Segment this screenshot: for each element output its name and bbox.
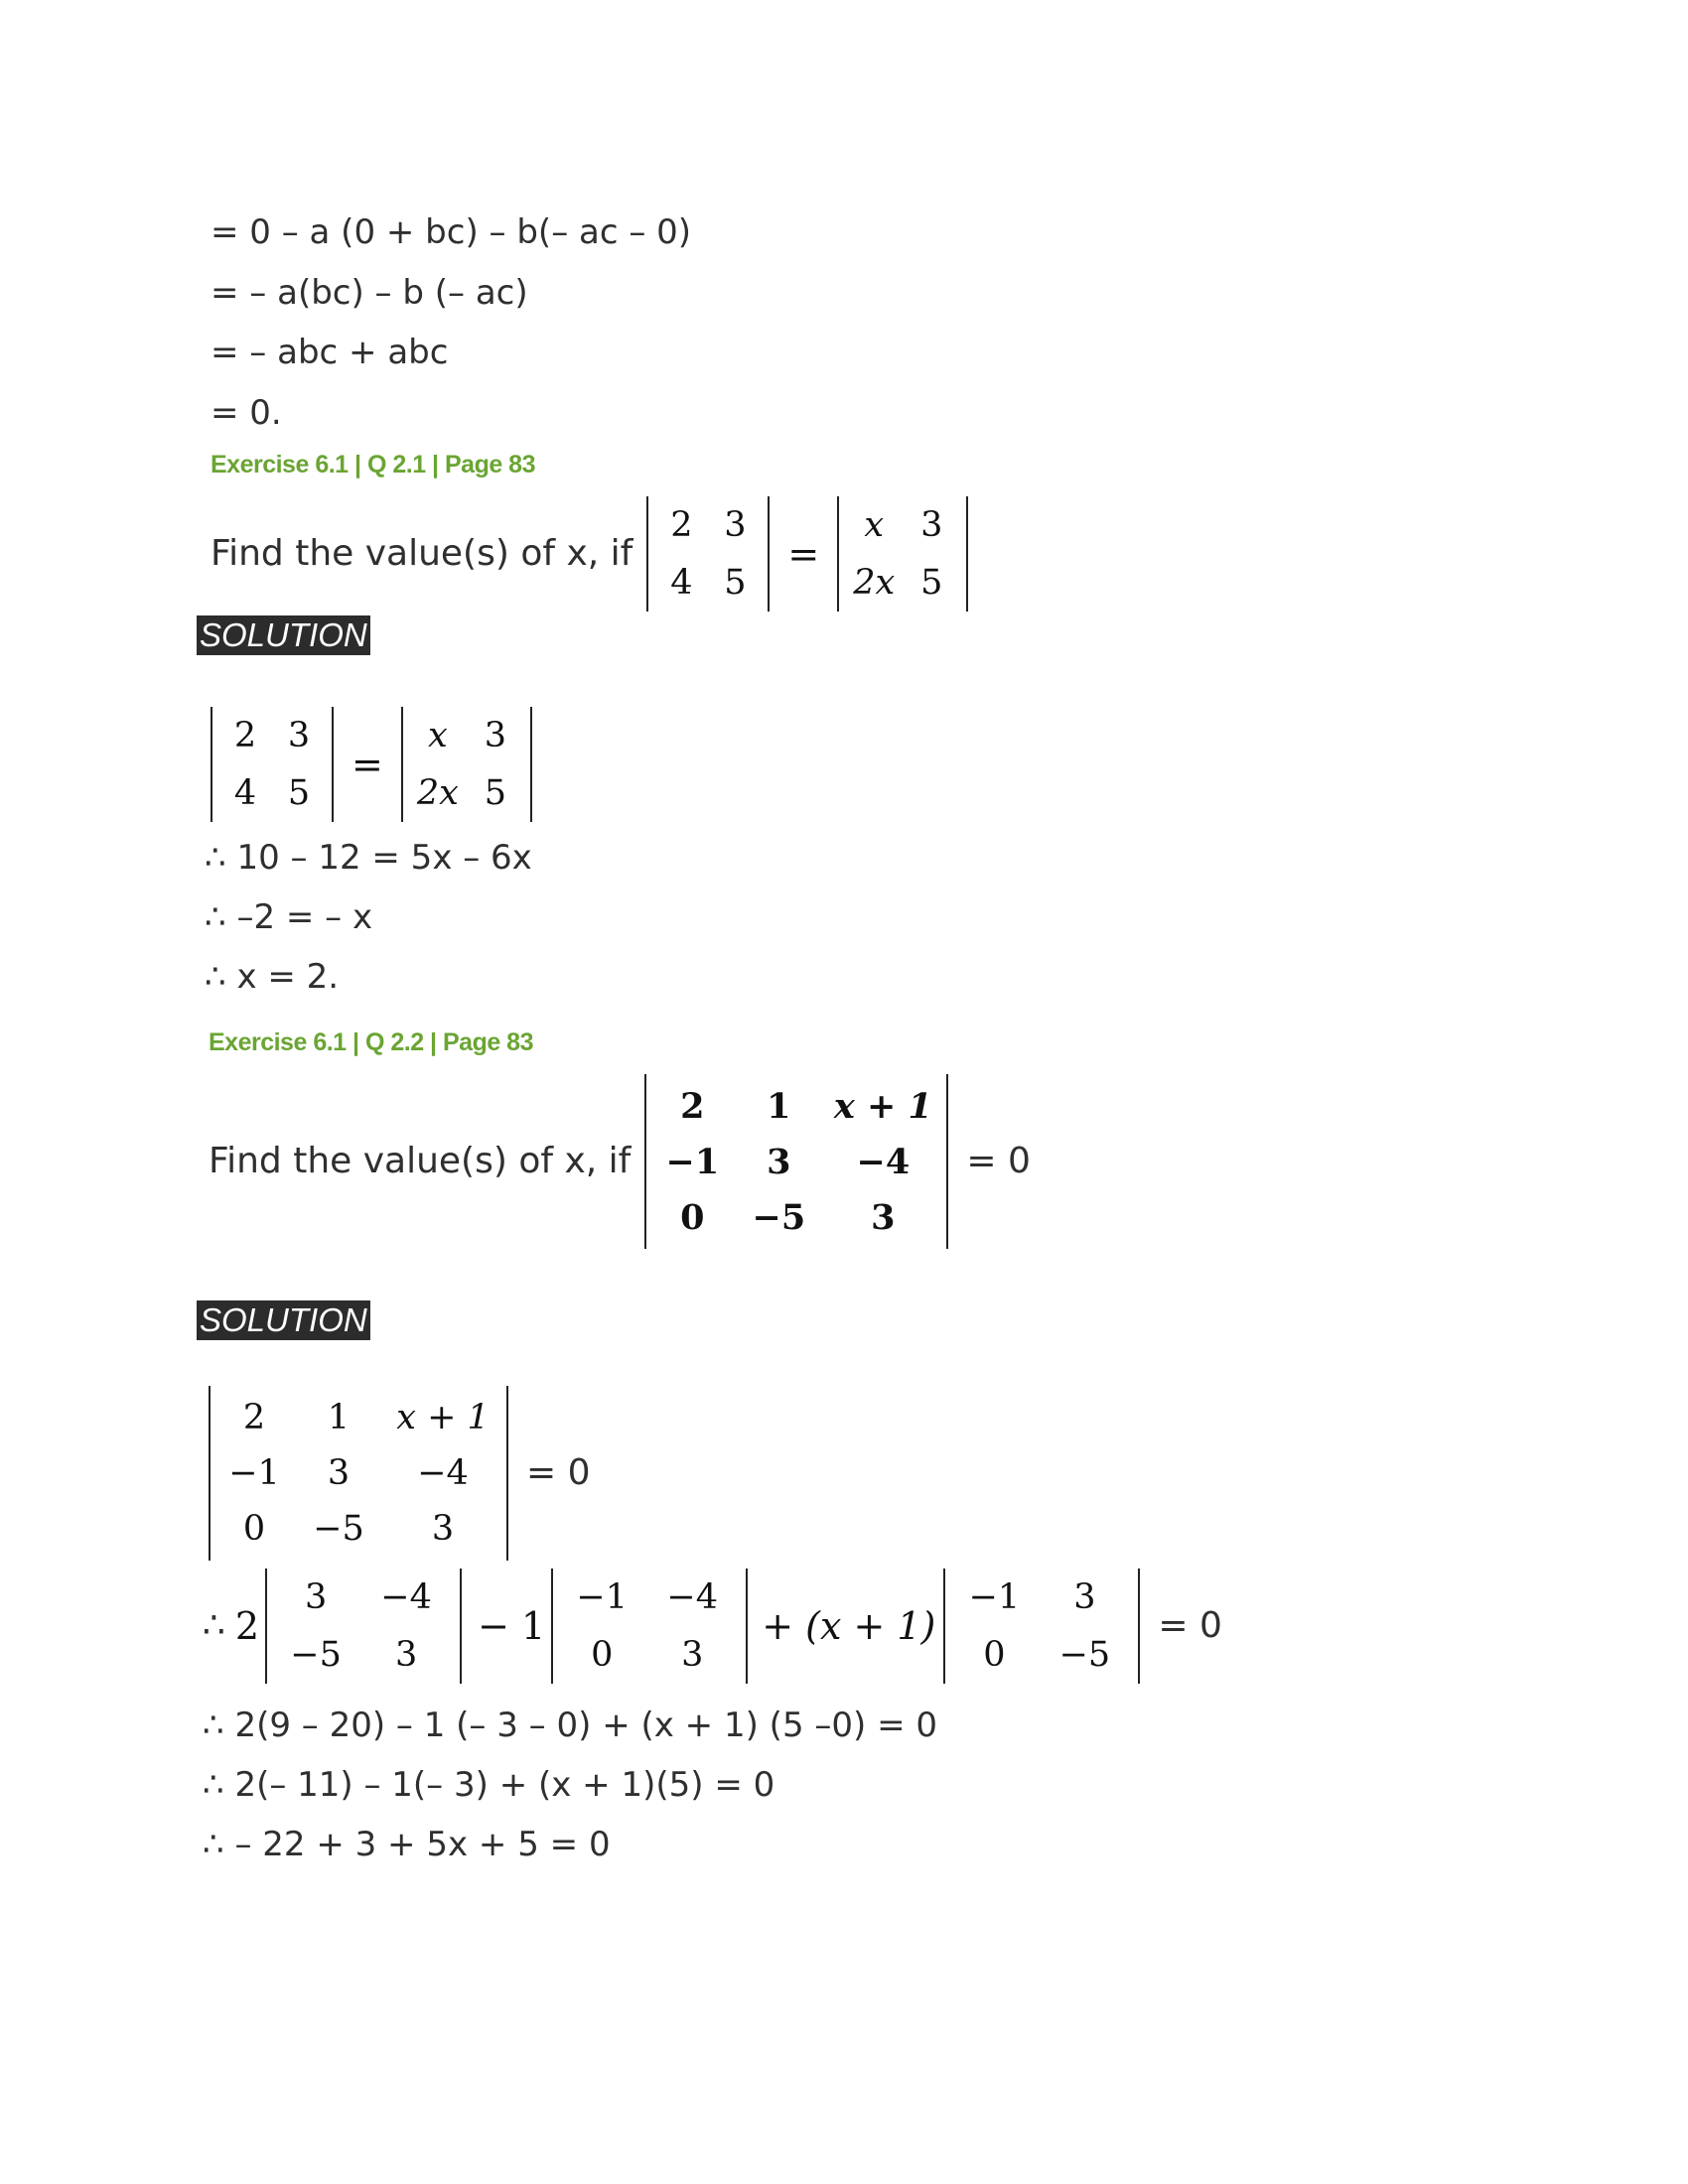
intro-step-4: = 0. — [211, 393, 282, 433]
exercise-ref-q22: Exercise 6.1 | Q 2.2 | Page 83 — [209, 1028, 533, 1056]
question-prompt: Find the value(s) of x, if — [211, 533, 633, 574]
solution-equation-q22 — [209, 1386, 591, 1561]
solution-step: ∴ –2 = – x — [205, 897, 373, 937]
solution-step: ∴ 2(– 11) – 1(– 3) + (x + 1)(5) = 0 — [203, 1765, 775, 1805]
determinant-left: 2 3 4 5 — [646, 496, 770, 612]
equals-zero: = 0 — [1158, 1605, 1222, 1646]
intro-step-2: = – a(bc) – b (– ac) — [211, 273, 528, 313]
coefficient: 2 — [234, 1604, 260, 1648]
solution-label-q21: SOLUTION — [197, 615, 370, 655]
determinant-left: 2 3 4 5 — [211, 707, 334, 822]
equals-zero: = 0 — [526, 1452, 591, 1493]
minor-determinant-2: −1 −4 0 3 — [551, 1569, 748, 1684]
question-q21 — [211, 496, 968, 612]
intro-step-1: = 0 – a (0 + bc) – b(– ac – 0) — [211, 212, 692, 252]
minor-determinant-1: 3 −4 −5 3 — [265, 1569, 462, 1684]
operator: − 1 — [478, 1604, 546, 1648]
question-prompt: Find the value(s) of x, if — [209, 1141, 632, 1181]
determinant-right: x 3 2x 5 — [401, 707, 532, 822]
solution-step: ∴ 10 – 12 = 5x – 6x — [205, 838, 532, 878]
intro-step-3: = – abc + abc — [211, 333, 449, 372]
exercise-ref-q21: Exercise 6.1 | Q 2.1 | Page 83 — [211, 451, 535, 478]
operator: + (x + 1) — [762, 1604, 936, 1648]
solution-step: ∴ x = 2. — [205, 957, 340, 997]
determinant-3x3: 2 1 x + 1 −1 3 −4 0 −5 3 — [644, 1074, 948, 1249]
equals-sign: = — [352, 743, 383, 786]
cofactor-expansion — [203, 1569, 1222, 1684]
solution-step: ∴ – 22 + 3 + 5x + 5 = 0 — [203, 1825, 611, 1864]
minor-determinant-3: −1 3 0 −5 — [943, 1569, 1140, 1684]
question-q22 — [209, 1074, 1031, 1249]
equals-sign: = — [787, 532, 820, 576]
determinant-3x3: 2 1 x + 1 −1 3 −4 0 −5 3 — [209, 1386, 508, 1561]
solution-step: ∴ 2(9 – 20) – 1 (– 3 – 0) + (x + 1) (5 –0) = 0 — [203, 1706, 938, 1745]
therefore-symbol: ∴ — [203, 1605, 225, 1646]
solution-equation-q21 — [211, 707, 532, 822]
determinant-right: x 3 2x 5 — [837, 496, 968, 612]
equals-zero: = 0 — [966, 1141, 1031, 1181]
solution-label-q22: SOLUTION — [197, 1300, 370, 1340]
